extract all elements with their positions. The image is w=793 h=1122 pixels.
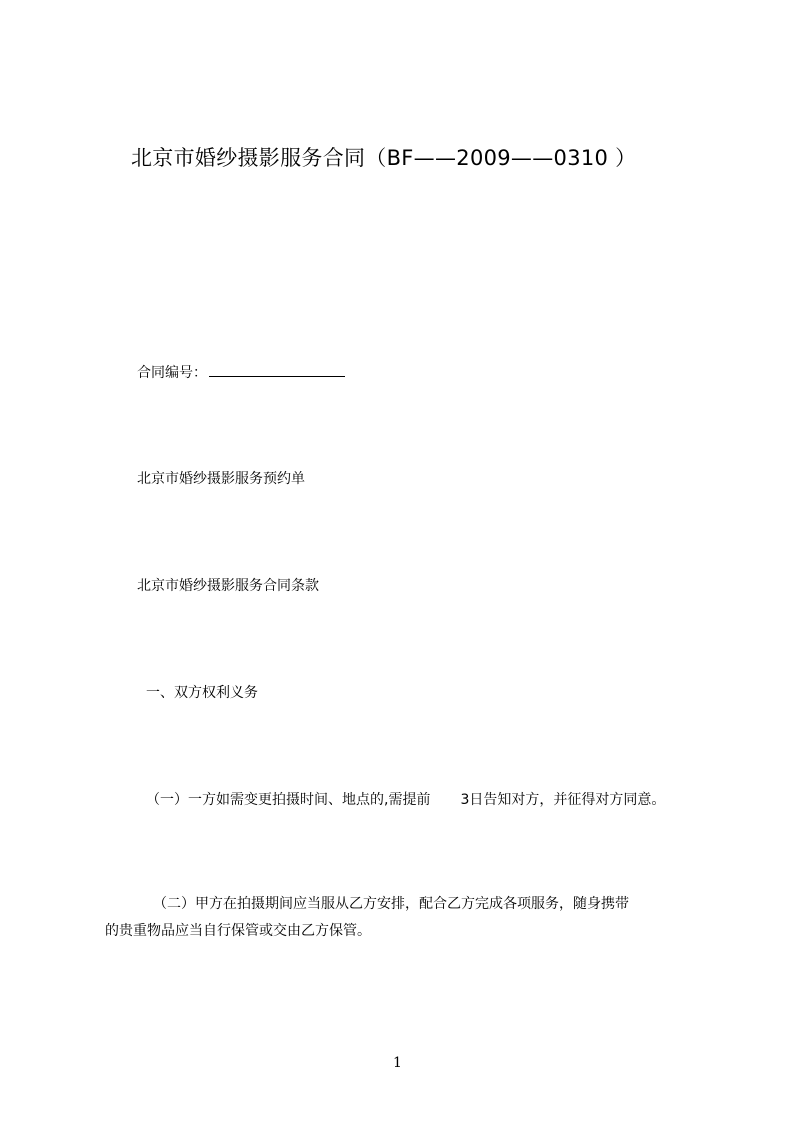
page-number: 1 — [393, 1055, 402, 1071]
clause-2-line-1: （二）甲方在拍摄期间应当服从乙方安排，配合乙方完成各项服务，随身携带 — [153, 896, 629, 912]
clause-1-part-a: （一）一方如需变更拍摄时间、地点的,需提前 — [146, 792, 431, 808]
section-heading: 一、双方权利义务 — [146, 685, 258, 701]
clause-1-part-b: 3日告知对方，并征得对方同意。 — [460, 792, 666, 808]
contract-number-line — [137, 362, 345, 383]
contract-number-blank — [209, 362, 345, 377]
booking-form-title: 北京市婚纱摄影服务预约单 — [137, 471, 305, 487]
document-title: 北京市婚纱摄影服务合同（BF——2009——0310 ） — [131, 146, 637, 170]
clause-2-line-2: 的贵重物品应当自行保管或交由乙方保管。 — [105, 923, 371, 939]
contract-number-label: 合同编号： — [137, 365, 207, 381]
clause-1 — [146, 790, 665, 810]
terms-title: 北京市婚纱摄影服务合同条款 — [137, 578, 319, 594]
